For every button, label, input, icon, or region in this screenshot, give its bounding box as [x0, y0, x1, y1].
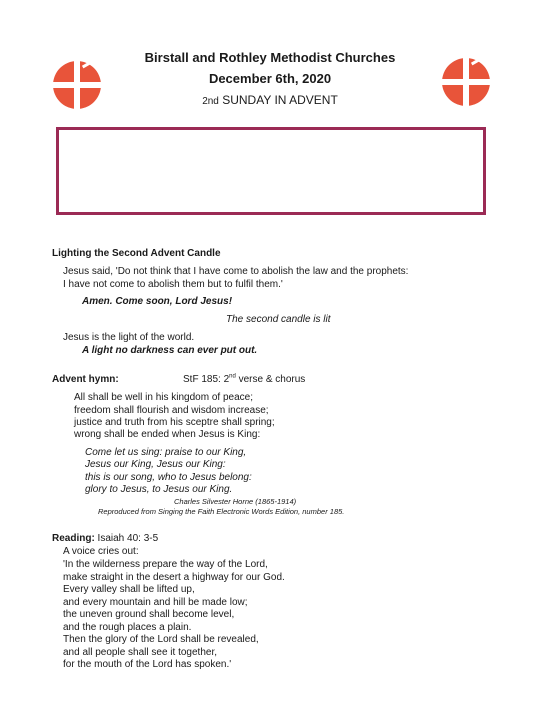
hymn-label: Advent hymn:: [52, 374, 119, 385]
reading-label: Reading:: [52, 533, 95, 544]
hymn-verse-line: wrong shall be ended when Jesus is King:: [74, 429, 261, 440]
reading-line: Every valley shall be lifted up,: [63, 584, 195, 595]
service-date: December 6th, 2020: [208, 71, 332, 86]
hymn-verse-line: freedom shall flourish and wisdom increase;: [74, 405, 269, 416]
candle-line-3: Jesus is the light of the world.: [63, 332, 195, 343]
reading-line: Then the glory of the Lord shall be revealed,: [63, 634, 259, 645]
reading-line: the uneven ground shall become level,: [63, 609, 235, 620]
hymn-credit-source: Reproduced from Singing the Faith Electronic Words Edition, number 185.: [98, 507, 345, 516]
candle-line-1: Jesus said, 'Do not think that I have come to abolish the law and the prophets:: [63, 266, 409, 277]
reading-ref: Isaiah 40: 3-5: [94, 533, 159, 544]
sunday-rest: SUNDAY IN ADVENT: [222, 93, 338, 107]
candle-heading: Lighting the Second Advent Candle: [52, 248, 221, 259]
hymn-credit-author: Charles Silvester Horne (1865-1914): [174, 497, 297, 506]
sunday-heading: [0, 93, 540, 107]
reading-line: for the mouth of the Lord has spoken.': [63, 659, 232, 670]
reading-line: and every mountain and hill be made low;: [63, 597, 248, 608]
hymn-chorus-line: glory to Jesus, to Jesus our King.: [85, 484, 233, 495]
hymn-reference: [183, 373, 305, 386]
picture-frame: [56, 127, 486, 215]
hymn-ref-prefix: StF 185: 2: [183, 374, 230, 385]
reading-intro: A voice cries out:: [63, 546, 139, 557]
hymn-ref-sup: nd: [229, 373, 236, 380]
reading-line: and all people shall see it together,: [63, 647, 217, 658]
reading-line: 'In the wilderness prepare the way of the Lord,: [63, 559, 268, 570]
hymn-chorus-line: Come let us sing: praise to our King,: [85, 447, 247, 458]
candle-response-1: Amen. Come soon, Lord Jesus!: [82, 296, 233, 307]
hymn-chorus-line: Jesus our King, Jesus our King:: [85, 459, 226, 470]
reading-heading: [52, 532, 158, 545]
hymn-ref-suffix: verse & chorus: [235, 374, 306, 385]
reading-line: make straight in the desert a highway for our God.: [63, 572, 285, 583]
candle-response-2: A light no darkness can ever put out.: [82, 345, 258, 356]
reading-line: and the rough places a plain.: [63, 622, 192, 633]
candle-rubric: The second candle is lit: [226, 314, 331, 325]
hymn-verse-line: All shall be well in his kingdom of peace;: [74, 392, 253, 403]
page-title: Birstall and Rothley Methodist Churches: [144, 50, 396, 65]
candle-line-2: I have not come to abolish them but to fulfil them.': [63, 279, 283, 290]
hymn-chorus-line: this is our song, who to Jesus belong:: [85, 472, 252, 483]
hymn-verse-line: justice and truth from his sceptre shall spring;: [74, 417, 275, 428]
sunday-prefix: 2nd: [202, 96, 219, 107]
